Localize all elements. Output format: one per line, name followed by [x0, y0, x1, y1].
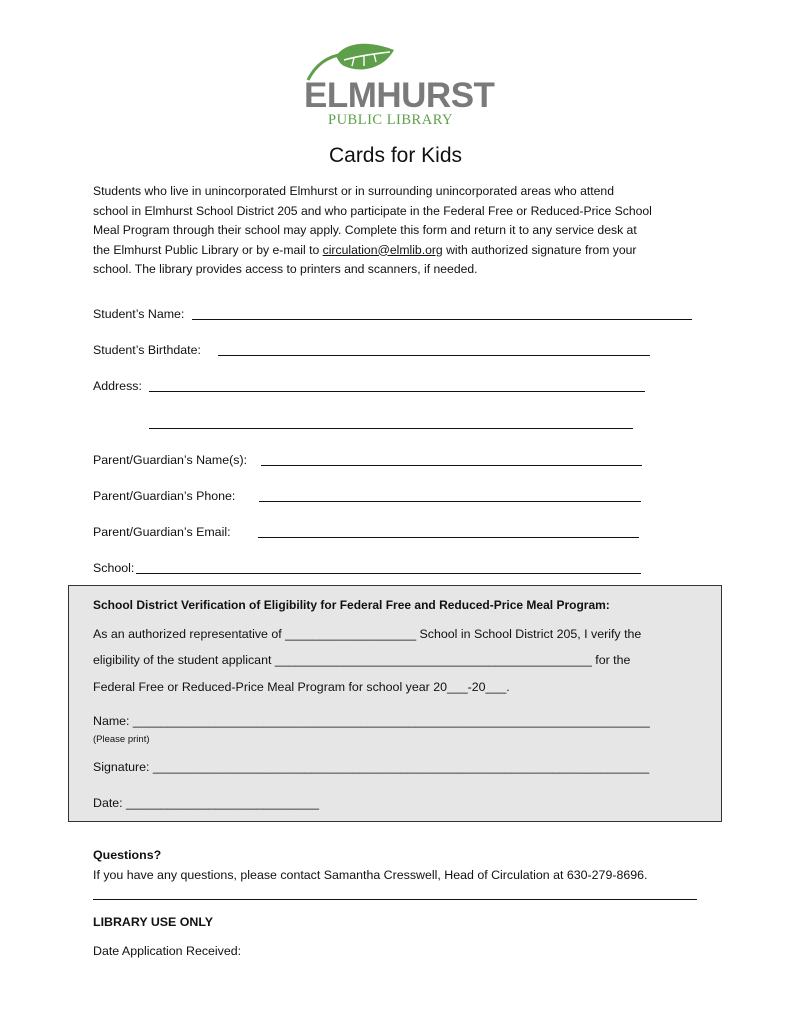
intro-text: the Elmhurst Public Library or by e-mail to — [93, 242, 323, 257]
verification-line-1: As an authorized representative of ___________________ School in School District 205, I verify the — [93, 627, 642, 641]
divider — [93, 899, 697, 900]
intro-line: school in Elmhurst School District 205 and who participate in the Federal Free or Reduced-Price School — [93, 203, 652, 218]
page-title: Cards for Kids — [328, 144, 463, 167]
parent-email-label: Parent/Guardian’s Email: — [93, 525, 231, 539]
intro-line — [93, 241, 703, 261]
parent-phone-label: Parent/Guardian’s Phone: — [93, 489, 236, 503]
verifier-signature-field[interactable]: Signature: ________________________________________________________________________ — [93, 760, 650, 774]
address-line-1[interactable] — [149, 391, 645, 392]
intro-line: school. The library provides access to printers and scanners, if needed. — [93, 262, 478, 276]
address-line-2[interactable] — [149, 428, 633, 429]
questions-body: If you have any questions, please contact Samantha Cresswell, Head of Circulation at 630-279-8696. — [93, 868, 648, 882]
birthdate-line[interactable] — [218, 355, 650, 356]
library-use-heading: LIBRARY USE ONLY — [93, 915, 214, 929]
intro-text: with authorized signature from your — [442, 242, 637, 257]
logo-wordmark: ELMHURST — [304, 76, 495, 115]
logo-subtitle: PUBLIC LIBRARY — [328, 112, 454, 128]
parent-phone-line[interactable] — [259, 501, 641, 502]
school-label: School: — [93, 561, 135, 575]
library-logo — [300, 40, 500, 130]
email-link[interactable]: circulation@elmlib.org — [322, 242, 443, 257]
parent-names-label: Parent/Guardian’s Name(s): — [93, 453, 248, 467]
intro-paragraph — [93, 182, 703, 280]
verification-box — [68, 585, 722, 822]
intro-line: Students who live in unincorporated Elmhurst or in surrounding unincorporated areas who attend — [93, 184, 614, 198]
questions-heading: Questions? — [93, 848, 162, 862]
address-label: Address: — [93, 379, 142, 393]
parent-email-line[interactable] — [258, 537, 639, 538]
verification-line-3: Federal Free or Reduced-Price Meal Program for school year 20___-20___. — [93, 680, 510, 694]
birthdate-label: Student’s Birthdate: — [93, 343, 201, 357]
parent-names-line[interactable] — [261, 465, 642, 466]
verification-line-2: eligibility of the student applicant ______________________________________________ for the — [93, 653, 631, 667]
please-print-note: (Please print) — [93, 734, 150, 745]
student-name-line[interactable] — [192, 319, 692, 320]
intro-line: Meal Program through their school may apply. Complete this form and return it to any service desk at — [93, 223, 637, 237]
student-name-label: Student’s Name: — [93, 307, 185, 321]
verification-heading: School District Verification of Eligibility for Federal Free and Reduced-Price Meal Program: — [93, 598, 610, 612]
verifier-date-field[interactable]: Date: ____________________________ — [93, 796, 320, 810]
school-line[interactable] — [136, 573, 641, 574]
date-received-label: Date Application Received: — [93, 944, 242, 958]
verifier-name-field[interactable]: Name: ___________________________________________________________________________ — [93, 714, 650, 728]
